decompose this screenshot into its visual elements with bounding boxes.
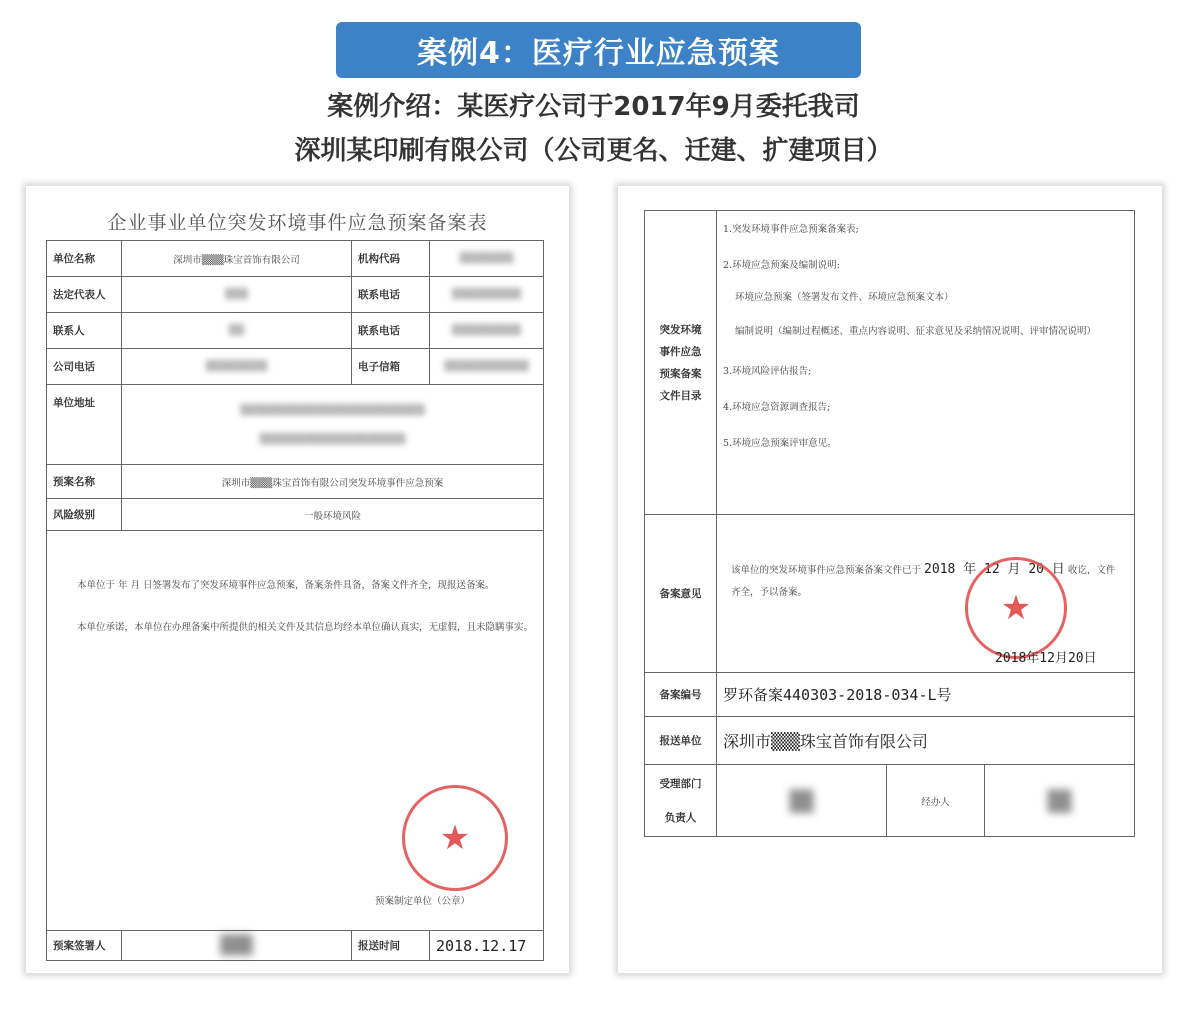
- dir-item-2: 2.环境应急预案及编制说明:: [723, 260, 840, 271]
- signer-signature: ▒▒▒: [122, 931, 352, 961]
- company-phone-value: ▒▒▒▒▒▒▒▒: [122, 349, 352, 385]
- company-phone-label: 公司电话: [47, 349, 122, 385]
- email-label: 电子信箱: [352, 349, 430, 385]
- dir-item-5: 5.环境应急预案评审意见。: [723, 438, 837, 449]
- filing-form-title: 企业事业单位突发环境事件应急预案备案表: [107, 212, 488, 234]
- dir-item-4: 4.环境应急资源调查报告;: [723, 402, 831, 413]
- org-code-label: 机构代码: [352, 241, 430, 277]
- head-signature: ▒▒: [717, 765, 887, 837]
- filing-number-value: 罗环备案440303-2018-034-L号: [717, 673, 1135, 717]
- phone-label-1: 联系电话: [352, 277, 430, 313]
- opinion-text-part-1: 该单位的突发环境事件应急预案备案文件已于: [731, 565, 922, 576]
- case-title-banner: 案例4：医疗行业应急预案: [336, 22, 861, 78]
- statement-cell: [47, 531, 544, 931]
- address-label: 单位地址: [47, 385, 122, 465]
- risk-level-label: 风险级别: [47, 499, 122, 531]
- case-intro-line-2: 深圳某印刷有限公司（公司更名、迁建、扩建项目）: [294, 136, 893, 166]
- filing-receipt-document: [618, 186, 1162, 973]
- dept-head-label-cell: [645, 765, 717, 837]
- submit-time-value: 2018.12.17: [430, 931, 544, 961]
- address-value: [122, 385, 544, 465]
- contact-value: ▒▒: [122, 313, 352, 349]
- risk-level-value: 一般环境风险: [122, 499, 544, 531]
- phone-value-2: ▒▒▒▒▒▒▒▒▒: [430, 313, 544, 349]
- filing-form-table: [46, 240, 544, 961]
- opinion-date-handwritten: 2018 年 12 月 20 日: [924, 562, 1065, 577]
- company-seal-icon: ★: [402, 785, 508, 891]
- filing-form-document: [26, 186, 569, 973]
- contact-label: 联系人: [47, 313, 122, 349]
- submit-unit-value: 深圳市▒▒▒珠宝首饰有限公司: [717, 717, 1135, 765]
- filing-number-label: 备案编号: [645, 673, 717, 717]
- file-directory-label: 突发环境事件应急预案备案文件目录: [645, 211, 717, 515]
- case-intro-line-1: 案例介绍：某医疗公司于2017年9月委托我司: [327, 92, 860, 122]
- submit-time-label: 报送时间: [352, 931, 430, 961]
- statement-2: 本单位承诺，本单位在办理备案中所提供的相关文件及其信息均经本单位确认真实，无虚假，且未隐瞒事实。: [77, 622, 534, 633]
- plan-name-value: 深圳市▒▒▒珠宝首饰有限公司突发环境事件应急预案: [122, 465, 544, 499]
- dir-item-1: 1.突发环境事件应急预案备案表;: [723, 224, 859, 235]
- phone-value-1: ▒▒▒▒▒▒▒▒▒: [430, 277, 544, 313]
- file-directory-list: [717, 211, 1135, 515]
- dir-item-3: 3.环境风险评估报告;: [723, 366, 812, 377]
- seal-caption: 预案制定单位（公章）: [375, 896, 471, 907]
- authority-seal-icon: ★: [965, 557, 1067, 659]
- unit-name-label: 单位名称: [47, 241, 122, 277]
- opinion-cell: [717, 515, 1135, 673]
- statement-1: 本单位于 年 月 日签署发布了突发环境事件应急预案，备案条件具备，备案文件齐全，现报送备案。: [77, 580, 495, 591]
- signer-label: 预案签署人: [47, 931, 122, 961]
- filing-receipt-table: [644, 210, 1135, 837]
- dir-item-2a: 环境应急预案（签署发布文件、环境应急预案文本）: [735, 292, 954, 303]
- phone-label-2: 联系电话: [352, 313, 430, 349]
- opinion-text-part-2: 收讫，文件齐全，予以备案。: [731, 565, 1116, 598]
- address-line-2: ▒▒▒▒▒▒▒▒▒▒▒▒▒▒▒▒▒▒▒: [259, 433, 406, 445]
- legal-rep-label: 法定代表人: [47, 277, 122, 313]
- unit-name-value: 深圳市▒▒▒珠宝首饰有限公司: [122, 241, 352, 277]
- head-label: 负责人: [664, 811, 697, 824]
- org-code-value: ▒▒▒▒▒▒▒: [430, 241, 544, 277]
- address-line-1: ▒▒▒▒▒▒▒▒▒▒▒▒▒▒▒▒▒▒▒▒▒▒▒▒: [240, 404, 425, 416]
- handler-signature: ▒▒: [985, 765, 1135, 837]
- opinion-label: 备案意见: [645, 515, 717, 673]
- email-value: ▒▒▒▒▒▒▒▒▒▒▒: [430, 349, 544, 385]
- plan-name-label: 预案名称: [47, 465, 122, 499]
- handler-label: 经办人: [887, 765, 985, 837]
- accept-dept-label: 受理部门: [659, 777, 702, 790]
- legal-rep-value: ▒▒▒: [122, 277, 352, 313]
- submit-unit-label: 报送单位: [645, 717, 717, 765]
- dir-item-2b: 编制说明（编制过程概述、重点内容说明、征求意见及采纳情况说明、评审情况说明）: [735, 326, 1097, 337]
- opinion-sign-date: 2018年12月20日: [995, 651, 1097, 666]
